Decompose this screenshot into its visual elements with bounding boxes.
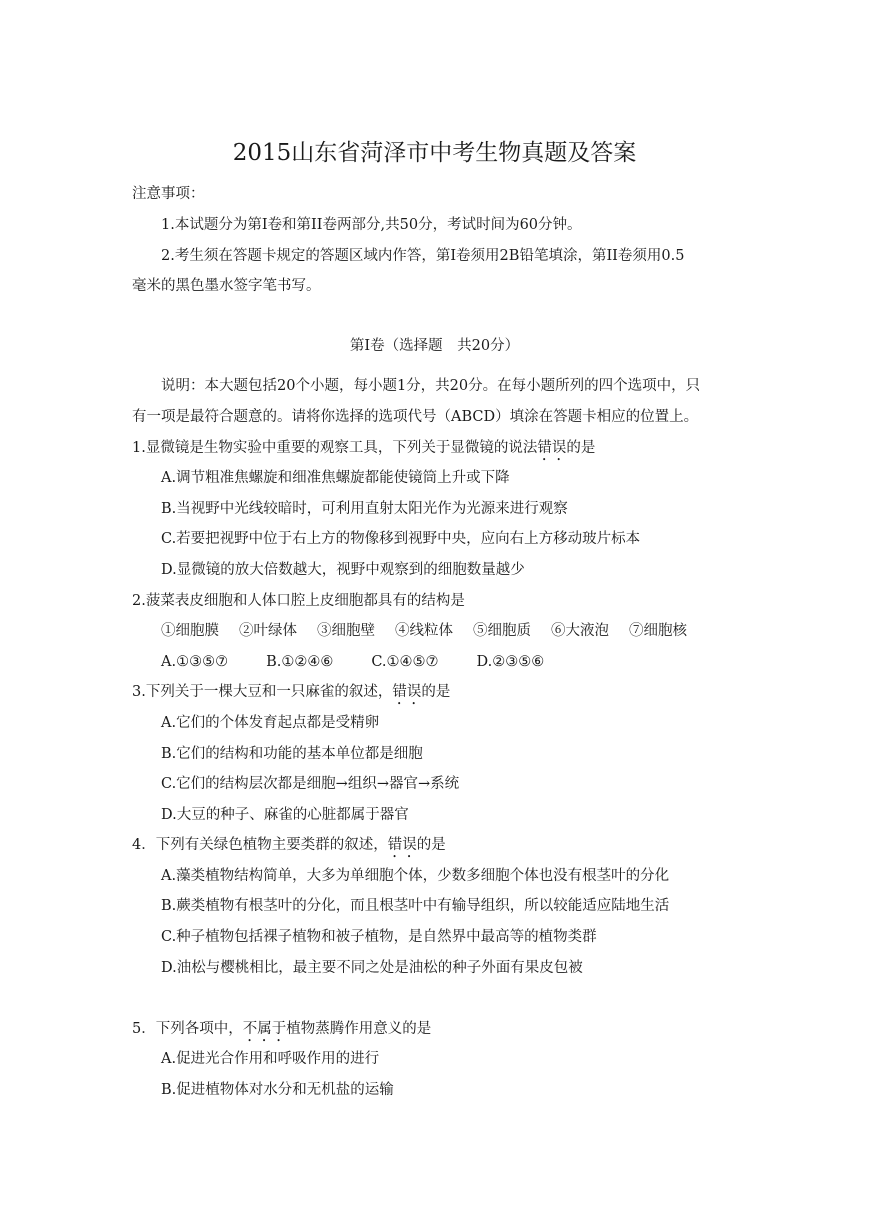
question-3-stem-text: 3.下列关于一棵大豆和一只麻雀的叙述，	[132, 684, 393, 700]
question-2-option-b: B.①②④⑥	[266, 654, 334, 670]
question-3-option-d: D.大豆的种子、麻雀的心脏都属于器官	[161, 807, 409, 823]
question-5-option-b: B.促进植物体对水分和无机盐的运输	[161, 1082, 394, 1098]
question-3-option-c: C.它们的结构层次都是细胞→组织→器官→系统	[161, 776, 460, 792]
section-title: 第Ⅰ卷（选择题 共20分）	[349, 338, 520, 354]
question-1-option-d: D.显微镜的放大倍数越大，视野中观察到的细胞数量越少	[161, 562, 525, 578]
structure-item: ④线粒体	[395, 623, 453, 639]
question-1-stem	[132, 438, 595, 464]
question-5-option-a: A.促进光合作用和呼吸作用的进行	[161, 1051, 380, 1067]
question-4-option-a: A.藻类植物结构简单，大多为单细胞个体，少数多细胞个体也没有根茎叶的分化	[161, 868, 670, 884]
structure-item: ⑦细胞核	[629, 623, 687, 639]
notice-item-2: 2.考生须在答题卡规定的答题区域内作答，第Ⅰ卷须用2B铅笔填涂，第II卷须用0.5	[161, 248, 685, 264]
question-2-option-a: A.①③⑤⑦	[161, 654, 229, 670]
notice-item-1: 1.本试题分为第Ⅰ卷和第II卷两部分,共50分，考试时间为60分钟。	[161, 217, 582, 233]
question-5-stem-end: 植物蒸腾作用意义的是	[286, 1021, 432, 1037]
structure-item: ③细胞壁	[317, 623, 375, 639]
question-5-stem	[132, 1019, 431, 1045]
structure-item: ⑥大液泡	[551, 623, 609, 639]
question-4-stem-text: 4．下列有关绿色植物主要类群的叙述，	[132, 837, 388, 853]
structure-item: ①细胞膜	[161, 623, 219, 639]
question-5-emphasis: 不属于	[242, 1021, 287, 1037]
question-2-options	[161, 652, 582, 672]
question-3-emphasis: 错误	[392, 684, 422, 700]
structure-item: ②叶绿体	[239, 623, 297, 639]
question-2-stem: 2.菠菜表皮细胞和人体口腔上皮细胞都具有的结构是	[132, 593, 465, 609]
question-1-option-c: C.若要把视野中位于右上方的物像移到视野中央，应向右上方移动玻片标本	[161, 531, 641, 547]
notice-heading: 注意事项：	[132, 186, 205, 202]
question-3-option-a: A.它们的个体发育起点都是受精卵	[161, 715, 380, 731]
question-3-stem	[132, 682, 450, 708]
page-title: 2015山东省菏泽市中考生物真题及答案	[232, 140, 637, 166]
question-1-stem-end: 的是	[566, 440, 596, 456]
question-2-option-d: D.②③⑤⑥	[476, 654, 545, 670]
question-4-stem	[132, 835, 446, 861]
question-4-option-b: B.蕨类植物有根茎叶的分化，而且根茎叶中有输导组织，所以较能适应陆地生活	[161, 898, 670, 914]
question-3-stem-end: 的是	[421, 684, 451, 700]
question-4-option-c: C.种子植物包括裸子植物和被子植物，是自然界中最高等的植物类群	[161, 929, 597, 945]
question-3-option-b: B.它们的结构和功能的基本单位都是细胞	[161, 746, 423, 762]
question-5-stem-text: 5．下列各项中，	[132, 1021, 243, 1037]
question-1-stem-text: 1.显微镜是生物实验中重要的观察工具，下列关于显微镜的说法	[132, 440, 538, 456]
question-4-stem-end: 的是	[416, 837, 446, 853]
section-desc-line-1: 说明：本大题包括20个小题，每小题1分，共20分。在每小题所列的四个选项中，只	[161, 378, 701, 394]
question-2-structures	[161, 621, 707, 641]
question-4-option-d: D.油松与樱桃相比，最主要不同之处是油松的种子外面有果皮包被	[161, 960, 583, 976]
structure-item: ⑤细胞质	[473, 623, 531, 639]
section-desc-line-2: 有一项是最符合题意的。请将你选择的选项代号（ABCD）填涂在答题卡相应的位置上。	[132, 409, 699, 425]
question-1-option-b: B.当视野中光线较暗时，可利用直射太阳光作为光源来进行观察	[161, 501, 568, 517]
question-1-emphasis: 错误	[537, 440, 567, 456]
notice-item-2-cont: 毫米的黑色墨水签字笔书写。	[132, 278, 321, 294]
question-4-emphasis: 错误	[387, 837, 417, 853]
question-2-option-c: C.①④⑤⑦	[371, 654, 439, 670]
question-1-option-a: A.调节粗准焦螺旋和细准焦螺旋都能使镜筒上升或下降	[161, 470, 510, 486]
